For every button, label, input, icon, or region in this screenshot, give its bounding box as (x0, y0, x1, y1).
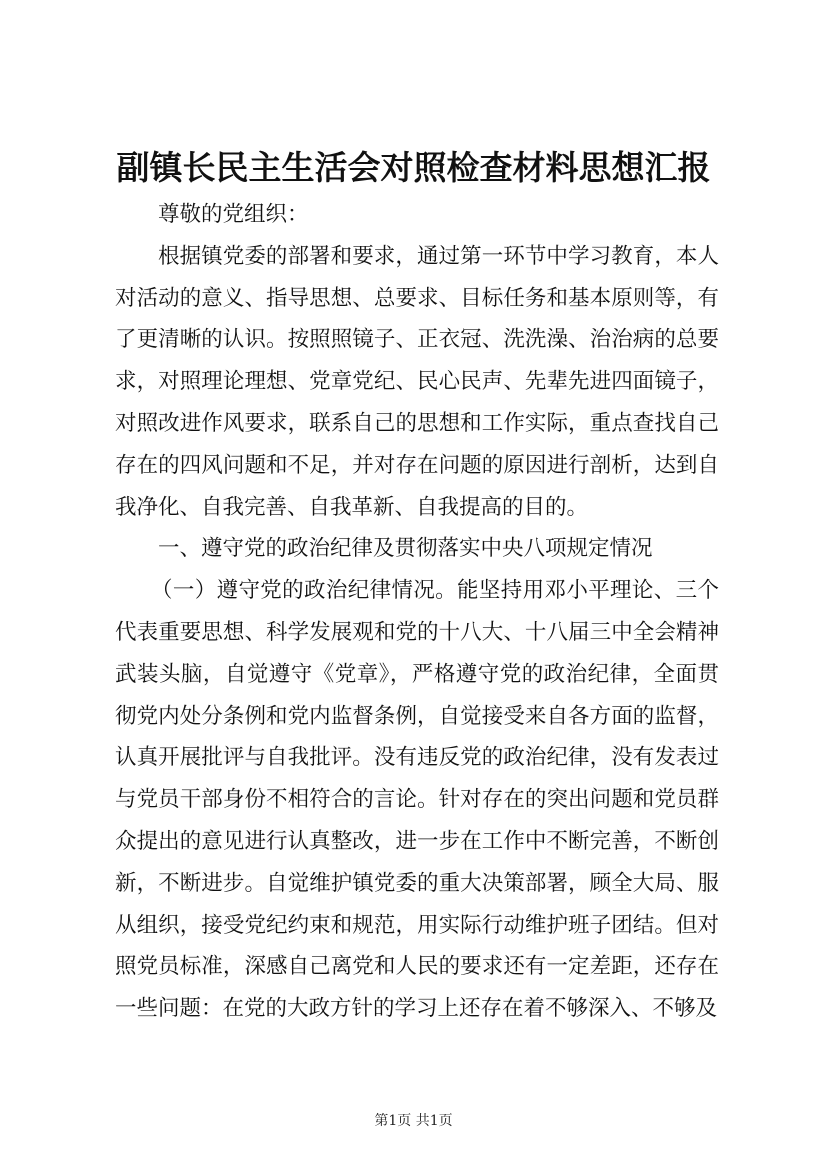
section-heading-1: 一、遵守党的政治纪律及贯彻落实中央八项规定情况 (158, 536, 653, 562)
page-footer: 第1页 共1页 (374, 1113, 453, 1129)
intro-paragraph: 根据镇党委的部署和要求，通过第一环节中学习教育，本人对活动的意义、指导思想、总要求、目标任务和基本原则等，有了更清晰的认识。按照照镜子、正衣冠、洗洗澡、治治病的总要求，对照理论理想、党章党纪、民心民声、先辈先进四面镜子，对照改进作风要求，联系自己的思想和工作实际，重点查找自己存在的四风问题和不足，并对存在问题的原因进行剖析，达到自我净化、自我完善、自我革新、自我提高的目的。 (115, 243, 719, 520)
document-body (115, 194, 719, 1030)
salutation-paragraph: 尊敬的党组织： (158, 202, 309, 227)
subsection-paragraph-1: （一）遵守党的政治纪律情况。能坚持用邓小平理论、三个代表重要思想、科学发展观和党的十八大、十八届三中全会精神武装头脑，自觉遵守《党章》，严格遵守党的政治纪律，全面贯彻党内处分条例和党内监督条例，自觉接受来自各方面的监督，认真开展批评与自我批评。没有违反党的政治纪律，没有发表过与党员干部身份不相符合的言论。针对存在的突出问题和党员群众提出的意见进行认真整改，进一步在工作中不断完善，不断创新，不断进步。自觉维护镇党委的重大决策部署，顾全大局、服从组织，接受党纪约束和规范，用实际行动维护班子团结。但对照党员标准，深感自己离党和人民的要求还有一定差距，还存在一些问题：在党的大政方针的学习上还存在着不够深入、不够及 (115, 578, 719, 1022)
document-title: 副镇长民主生活会对照检查材料思想汇报 (116, 148, 711, 187)
